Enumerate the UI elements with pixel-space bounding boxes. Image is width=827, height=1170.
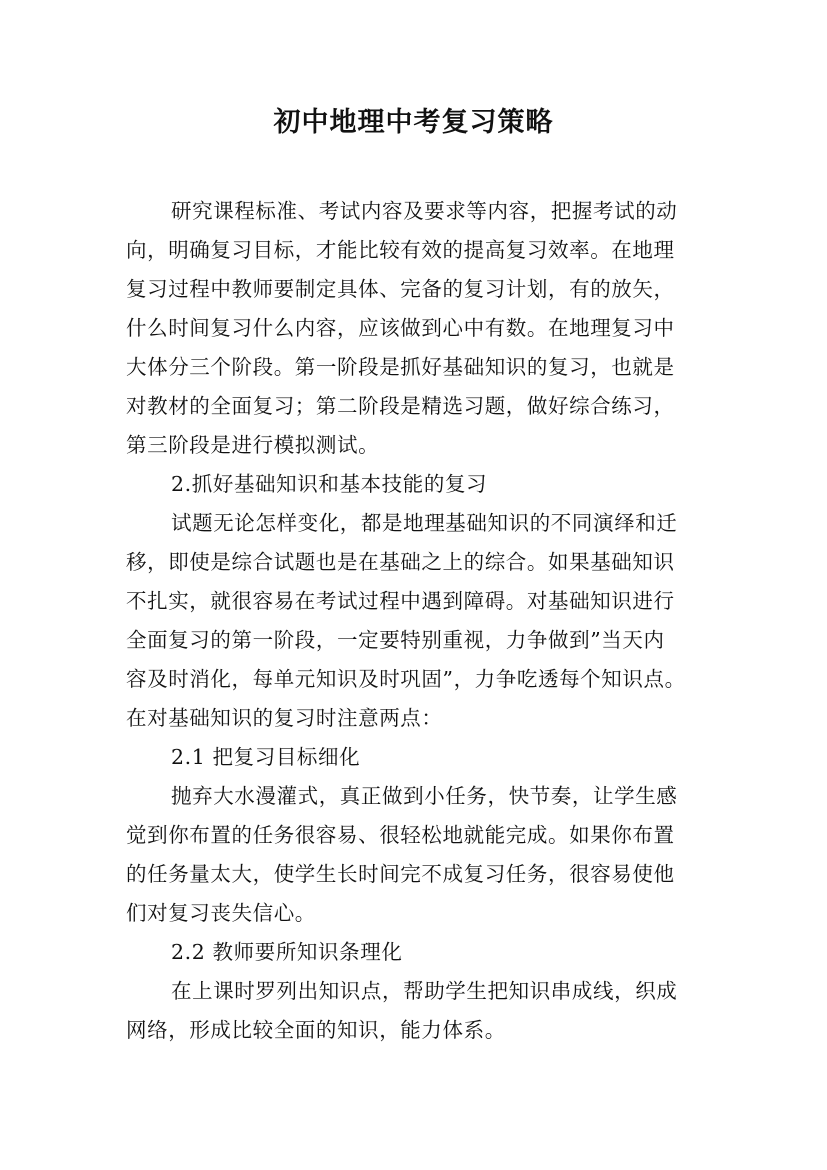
body-line: 容及时消化，每单元知识及时巩固”，力争吃透每个知识点。 [126,667,686,691]
body-line: 移，即使是综合试题也是在基础之上的综合。如果基础知识 [126,550,675,574]
body-line: 抛弃大水漫灌式，真正做到小任务，快节奏，让学生感 [171,784,678,808]
body-line: 第三阶段是进行模拟测试。 [126,433,380,457]
body-line: 们对复习丧失信心。 [126,901,316,925]
body-line: 向，明确复习目标，才能比较有效的提高复习效率。在地理 [126,238,675,262]
body-line: 对教材的全面复习；第二阶段是精选习题，做好综合练习， [126,394,675,418]
body-line: 什么时间复习什么内容，应该做到心中有数。在地理复习中 [126,316,675,340]
body-line: 2.2 教师要所知识条理化 [171,940,403,964]
body-line: 2.抓好基础知识和基本技能的复习 [171,472,488,496]
body-line: 试题无论怎样变化，都是地理基础知识的不同演绎和迁 [171,511,678,535]
document-title: 初中地理中考复习策略 [273,107,554,138]
body-line: 大体分三个阶段。第一阶段是抓好基础知识的复习，也就是 [126,355,675,379]
body-line: 觉到你布置的任务很容易、很轻松地就能完成。如果你布置 [126,823,675,847]
body-line: 复习过程中教师要制定具体、完备的复习计划，有的放矢， [126,277,675,301]
body-line: 不扎实，就很容易在考试过程中遇到障碍。对基础知识进行 [126,589,675,613]
body-line: 2.1 把复习目标细化 [171,745,361,769]
body-line: 的任务量太大，使学生长时间完不成复习任务，很容易使他 [126,862,675,886]
body-line: 全面复习的第一阶段，一定要特别重视，力争做到”当天内 [126,628,665,652]
document-body [126,192,716,1050]
body-line: 网络，形成比较全面的知识，能力体系。 [126,1018,506,1042]
body-line: 在对基础知识的复习时注意两点： [126,706,443,730]
body-line: 研究课程标准、考试内容及要求等内容，把握考试的动 [171,199,678,223]
body-line: 在上课时罗列出知识点，帮助学生把知识串成线，织成 [171,979,678,1003]
